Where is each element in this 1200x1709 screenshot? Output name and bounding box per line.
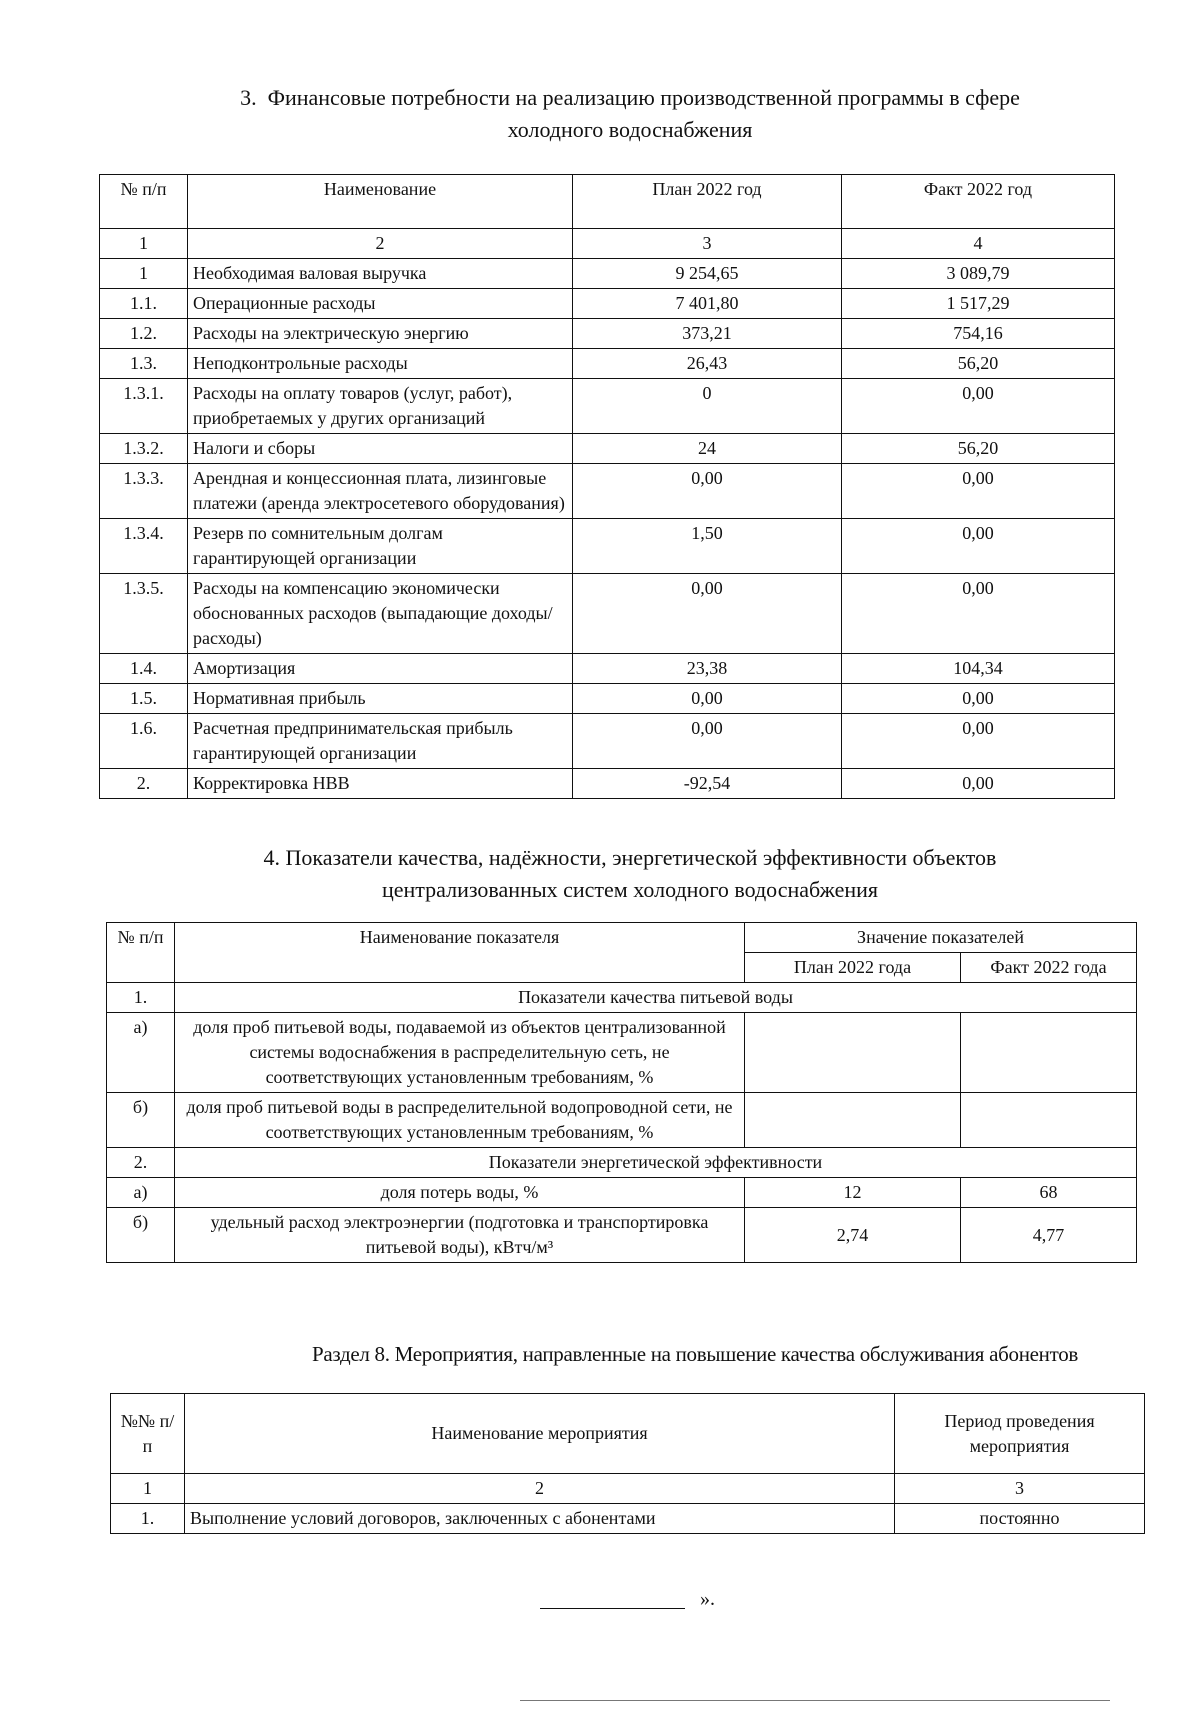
table-header-row (107, 923, 1137, 953)
row-plan: 7 401,80 (573, 289, 842, 319)
row-name: Необходимая валовая выручка (188, 259, 573, 289)
quality-indicators-table (106, 922, 1137, 1263)
header-name: Наименование мероприятия (185, 1394, 895, 1474)
table-row (100, 349, 1115, 379)
group-num: 1. (107, 983, 175, 1013)
row-fact: 0,00 (842, 519, 1115, 574)
row-fact: 104,34 (842, 654, 1115, 684)
row-name: Расходы на оплату товаров (услуг, работ), приобретаемых у других организаций (188, 379, 573, 434)
header-name: Наименование показателя (175, 923, 745, 983)
row-plan: 1,50 (573, 519, 842, 574)
header-plan: План 2022 год (573, 175, 842, 229)
row-num: б) (107, 1093, 175, 1148)
table-row (111, 1504, 1145, 1534)
table-row (100, 574, 1115, 654)
section3-number: 3. (240, 85, 257, 110)
table-row (100, 464, 1115, 519)
row-plan: 0,00 (573, 684, 842, 714)
row-name: Корректировка НВВ (188, 769, 573, 799)
row-fact: 56,20 (842, 434, 1115, 464)
financial-needs-table (99, 174, 1115, 799)
row-plan (745, 1093, 961, 1148)
row-name: Нормативная прибыль (188, 684, 573, 714)
group-row (107, 983, 1137, 1013)
column-number-row (111, 1474, 1145, 1504)
row-plan: 9 254,65 (573, 259, 842, 289)
row-fact: 0,00 (842, 769, 1115, 799)
row-fact: 3 089,79 (842, 259, 1115, 289)
row-num: 1. (111, 1504, 185, 1534)
row-num: 1.2. (100, 319, 188, 349)
table-header-row (100, 175, 1115, 229)
row-fact: 0,00 (842, 714, 1115, 769)
header-period: Период проведения мероприятия (895, 1394, 1145, 1474)
table-row (107, 1013, 1137, 1093)
row-name: Расчетная предпринимательская прибыль гарантирующей организации (188, 714, 573, 769)
row-plan: 12 (745, 1178, 961, 1208)
row-plan: 0,00 (573, 574, 842, 654)
group-row (107, 1148, 1137, 1178)
row-num: а) (107, 1013, 175, 1093)
table-row (100, 654, 1115, 684)
header-fact: Факт 2022 год (842, 175, 1115, 229)
row-name: Расходы на электрическую энергию (188, 319, 573, 349)
table-row (100, 379, 1115, 434)
section4-title (150, 842, 1110, 906)
row-period: постоянно (895, 1504, 1145, 1534)
row-name: Резерв по сомнительным долгам гарантирующей организации (188, 519, 573, 574)
row-num: 1.6. (100, 714, 188, 769)
row-num: 1.1. (100, 289, 188, 319)
row-plan: 0 (573, 379, 842, 434)
row-fact: 0,00 (842, 464, 1115, 519)
table-row (107, 1208, 1137, 1263)
colnum-3: 3 (573, 229, 842, 259)
table-row (100, 714, 1115, 769)
table-row (100, 684, 1115, 714)
colnum-2: 2 (185, 1474, 895, 1504)
row-fact: 754,16 (842, 319, 1115, 349)
row-name: Операционные расходы (188, 289, 573, 319)
row-num: 1.3.4. (100, 519, 188, 574)
table-row (100, 289, 1115, 319)
row-plan: 26,43 (573, 349, 842, 379)
header-fact: Факт 2022 года (961, 953, 1137, 983)
header-name: Наименование (188, 175, 573, 229)
row-plan: 2,74 (745, 1208, 961, 1263)
column-number-row (100, 229, 1115, 259)
header-num: № п/п (100, 175, 188, 229)
row-name: удельный расход электроэнергии (подготовка и транспортировка питьевой воды), кВтч/м³ (175, 1208, 745, 1263)
colnum-4: 4 (842, 229, 1115, 259)
row-num: 1.3.5. (100, 574, 188, 654)
row-name: доля проб питьевой воды в распределительной водопроводной сети, не соответствующих установленным требованиям, % (175, 1093, 745, 1148)
bottom-edge-line (520, 1700, 1110, 1701)
signature-line (540, 1586, 685, 1609)
row-name: доля проб питьевой воды, подаваемой из объектов централизованной системы водоснабжения в распределительную сеть, не соответствующих установленным требованиям, % (175, 1013, 745, 1093)
row-plan: 23,38 (573, 654, 842, 684)
table-row (100, 519, 1115, 574)
row-num: 1.3. (100, 349, 188, 379)
section3-title-line1: Финансовые потребности на реализацию производственной программы в сфере (267, 85, 1020, 110)
table-row (100, 319, 1115, 349)
row-num: 1.3.1. (100, 379, 188, 434)
row-fact: 0,00 (842, 574, 1115, 654)
table-row (107, 1093, 1137, 1148)
row-num: 2. (100, 769, 188, 799)
colnum-1: 1 (100, 229, 188, 259)
row-plan: -92,54 (573, 769, 842, 799)
row-name: доля потерь воды, % (175, 1178, 745, 1208)
section4-title-line1: 4. Показатели качества, надёжности, энергетической эффективности объектов (263, 845, 997, 870)
row-num: а) (107, 1178, 175, 1208)
customer-service-table (110, 1393, 1145, 1534)
section8-title: Раздел 8. Мероприятия, направленные на повышение качества обслуживания абонентов (311, 1342, 1079, 1366)
header-plan: План 2022 года (745, 953, 961, 983)
row-fact: 68 (961, 1178, 1137, 1208)
colnum-2: 2 (188, 229, 573, 259)
row-fact: 0,00 (842, 379, 1115, 434)
row-num: 1.5. (100, 684, 188, 714)
row-fact: 4,77 (961, 1208, 1137, 1263)
table-row (100, 769, 1115, 799)
row-name: Арендная и концессионная плата, лизинговые платежи (аренда электросетевого оборудования) (188, 464, 573, 519)
group-num: 2. (107, 1148, 175, 1178)
colnum-1: 1 (111, 1474, 185, 1504)
row-num: 1.3.3. (100, 464, 188, 519)
row-fact (961, 1093, 1137, 1148)
header-num: №№ п/п (111, 1394, 185, 1474)
row-plan: 24 (573, 434, 842, 464)
section4-title-line2: централизованных систем холодного водоснабжения (381, 877, 879, 902)
row-plan: 0,00 (573, 714, 842, 769)
row-plan: 0,00 (573, 464, 842, 519)
row-fact: 1 517,29 (842, 289, 1115, 319)
table-row (100, 434, 1115, 464)
row-name: Амортизация (188, 654, 573, 684)
group-title: Показатели качества питьевой воды (175, 983, 1137, 1013)
table-header-row (111, 1394, 1145, 1474)
header-num: № п/п (107, 923, 175, 983)
closing-quote: ». (700, 1588, 715, 1610)
section3-title (150, 82, 1110, 146)
row-name: Налоги и сборы (188, 434, 573, 464)
group-title: Показатели энергетической эффективности (175, 1148, 1137, 1178)
row-fact (961, 1013, 1137, 1093)
table-row (100, 259, 1115, 289)
row-num: 1.4. (100, 654, 188, 684)
table-row (107, 1178, 1137, 1208)
row-num: б) (107, 1208, 175, 1263)
row-name: Неподконтрольные расходы (188, 349, 573, 379)
row-plan: 373,21 (573, 319, 842, 349)
colnum-3: 3 (895, 1474, 1145, 1504)
row-fact: 0,00 (842, 684, 1115, 714)
row-num: 1.3.2. (100, 434, 188, 464)
header-values: Значение показателей (745, 923, 1137, 953)
section3-title-line2: холодного водоснабжения (507, 117, 753, 142)
row-fact: 56,20 (842, 349, 1115, 379)
row-plan (745, 1013, 961, 1093)
row-name: Расходы на компенсацию экономически обоснованных расходов (выпадающие доходы/расходы) (188, 574, 573, 654)
row-name: Выполнение условий договоров, заключенных с абонентами (185, 1504, 895, 1534)
row-num: 1 (100, 259, 188, 289)
